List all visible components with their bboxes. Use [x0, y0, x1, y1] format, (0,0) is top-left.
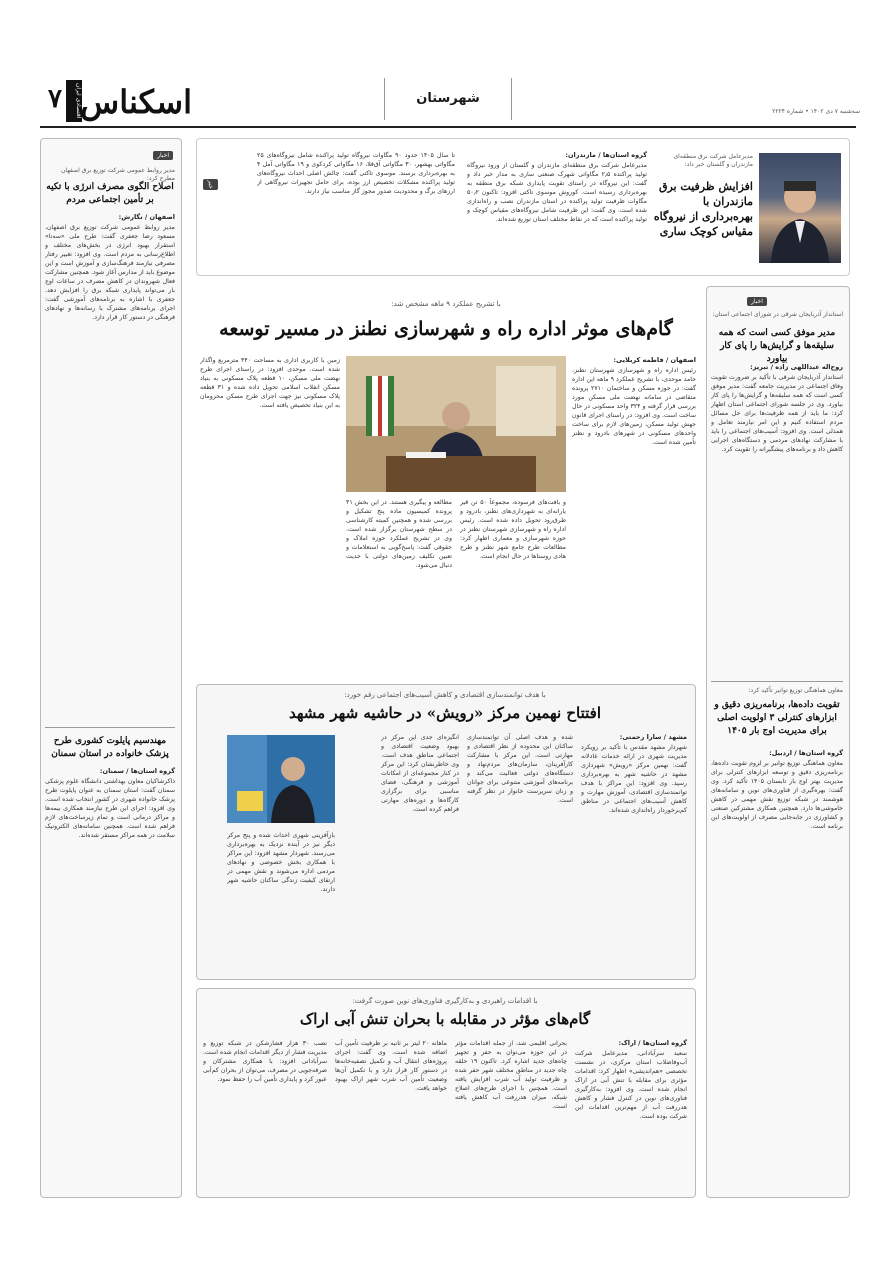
bottom-story-kicker: با اقدامات راهبردی و به‌کارگیری فناوری‌های نوین صورت گرفت: [352, 997, 538, 1005]
top-story-body-2: تا سال ۱۴۰۵ حدود ۹۰ مگاوات نیروگاه تولید پراکنده شامل نیروگاه‌های ۲۵ مگاواتی بهشهر، ۳۰ مگاواتی آق‌قلا، ۱۶ مگاواتی کردکوی و ۱۹ مگاواتی آمل ۴ به بهره‌برداری برسند. موسوی تاکتی گفت: چالش اصلی احداث نیروگاه‌های تولید پراکنده مشکلات تخصیص ارز بوده، برای حامل تجهیزات نیروگاهی از ارزهای برگ و محدودیت صدور مجوز گاز مناسب نیاز دارند. [257, 152, 455, 195]
dateline: سه‌شنبه ۷ دی ۱۴۰۲ • شماره ۲۲۲۴ [772, 108, 860, 115]
right-column-tag: اخبار [747, 297, 767, 306]
left-column-divider [45, 727, 175, 728]
right-column-divider [711, 681, 843, 682]
top-story-byline: گروه استان‌ها / مازندران: [565, 151, 647, 159]
middle-story-body-2: شده و هدف اصلی آن توانمندسازی ساکنان این محدوده از نظر اقتصادی و مهارتی است. این مرکز با مشارکت کارآفرینان، سازمان‌های مردم‌نهاد و دستگاه‌های دولتی فعالیت می‌کند و برنامه‌های آموزشی متنوعی برای جوانان و زنان سرپرست خانوار در نظر گرفته است. [467, 734, 573, 804]
middle-story-photo [227, 735, 335, 823]
left-column-body-2: ذاکرشاکیان معاون بهداشتی دانشگاه علوم پزشکی سمنان گفت: استان سمنان به عنوان پایلوت طرح پزشک خانواده شهری در کشور انتخاب شده است. وی افزود: اجرای این طرح نیازمند همکاری بیمه‌ها و مراکز درمانی است و تمام زیرساخت‌های لازم فراهم شده است. همچنین سامانه‌های الکترونیک سلامت در همه مراکز مستقر شده‌اند. [45, 778, 175, 839]
right-column-body: استاندار آذربایجان شرقی با تأکید بر ضرورت تقویت وفاق اجتماعی در مدیریت جامعه گفت: مدیر موفق کسی است که همه سلیقه‌ها و گرایش‌ها را پای کار بیاورد. وی در جلسه شورای اجتماعی استان اظهار کرد: ما باید از همه ظرفیت‌ها برای حل مسائل مردم استفاده کنیم و این امر نیازمند تعامل و همدلی است. وی افزود: آسیب‌های اجتماعی را باید با مشارکت نهادهای مردمی و دستگاه‌های اجرایی کاهش داد و برنامه‌های پیشگیرانه را تقویت کرد. [711, 374, 843, 453]
middle-story-title: افتتاح نهمین مرکز «رویش» در حاشیه شهر مشهد [288, 704, 602, 722]
main-story-body-1: رئیس اداره راه و شهرسازی شهرستان نطنز، حامد موحدی، با تشریح عملکرد ۹ ماهه این اداره گفت: در حوزه مسکن و ساختمان ۲۷۱۰ پرونده متقاضی در سامانه نهضت ملی مسکن مورد بررسی قرار گرفته و ۳۲۴ واحد مسکونی در حال ساخت است. وی افزود: در راستای اجرای قانون جهش تولید مسکن، زمین‌های لازم برای ساخت واحدهای مسکونی در شهرهای بادرود و نطنز تأمین شده است. [572, 367, 696, 446]
person-illustration [759, 153, 841, 263]
bottom-story-body-2: بحرانی اقلیمی شد، از جمله اقدامات مؤثر در این حوزه می‌توان به حفر و تجهیز چاه‌های جدید اشاره کرد. تاکنون ۱۹ حلقه چاه جدید در مناطق مختلف شهر حفر شده و ظرفیت تولید آب شرب افزایش یافته است. همچنین با اجرای طرح‌های اصلاح شبکه، میزان هدررفت آب کاهش یافته است. [455, 1040, 567, 1110]
bottom-story-body-1: سعید سرآبادانی، مدیرعامل شرکت آب‌وفاضلاب استان مرکزی، در نشست تخصصی «هم‌اندیشی» اظهار کرد: اقدامات مؤثری برای مقابله با تنش آبی در اراک انجام شده است. وی افزود: به‌کارگیری فناوری‌های نوین در کنترل فشار و کاهش هدررفت آب از مهم‌ترین اقدامات این شرکت بوده است. [575, 1050, 687, 1120]
speaker-photo-illustration [227, 735, 335, 823]
middle-story [196, 684, 696, 980]
left-column-body: مدیر روابط عمومی شرکت توزیع برق اصفهان، مسعود رضا جعفری گفت: طرح ملی «سه‌تا» استقرار بهبود انرژی در بخش‌های مختلف و اطلاع‌رسانی به مردم است. وی افزود: تغییر رفتار مصرفی نیازمند فرهنگ‌سازی و آموزش است و این موضوع باید از مدارس آغاز شود. همچنین مشارکت فعال شهروندان در کاهش مصرف در ساعات اوج بار می‌تواند پایداری شبکه برق را افزایش دهد. جعفری با اشاره به برنامه‌های آموزشی گفت: اجرای برنامه‌های مشترک با رسانه‌ها و نهادهای فرهنگی در دستور کار قرار دارد. [45, 224, 175, 321]
bottom-story-title: گام‌های مؤثر در مقابله با بحران تنش آبی اراک [299, 1010, 591, 1028]
right-column-body-2: معاون هماهنگی توزیع توانیر بر لزوم تقویت داده‌ها، برنامه‌ریزی دقیق و توسعه ابزارهای کنترلی برای مدیریت بهتر اوج بار تابستان ۱۴۰۵ تأکید کرد. وی گفت: بهره‌گیری از فناوری‌های نوین و سامانه‌های هوشمند در شبکه توزیع نقش مهمی در کاهش خاموشی‌ها دارد. همچنین همکاری مشترکین صنعتی و کشاورزی در جابه‌جایی مصرف از اولویت‌های این برنامه است. [711, 760, 843, 830]
right-column-byline-2: گروه استان‌ها / اردبیل: [769, 749, 843, 757]
main-story-title: گام‌های موثر اداره راه و شهرسازی نطنز در مسیر توسعه [219, 318, 673, 340]
top-story-title: افزایش ظرفیت برق مازندران با بهره‌برداری از نیروگاه مقیاس کوچک ساری [653, 180, 753, 238]
left-column-title: اصلاح الگوی مصرف انرژی با تکیه بر تأمین اجتماعی مردم [46, 182, 174, 205]
left-column-title-2: مهندسیم پایلوت کشوری طرح پزشک خانواده در استان سمنان [51, 736, 169, 759]
bottom-story-body-3: ماهانه ۲۰ لیتر بر ثانیه بر ظرفیت تأمین آب اضافه شده است. وی گفت: اجرای پروژه‌های انتقال آب و تکمیل تصفیه‌خانه‌ها در دستور کار قرار دارد و با تکمیل آن‌ها وضعیت تأمین آب شرب شهر اراک بهبود خواهد یافت. [335, 1040, 447, 1092]
masthead [0, 0, 896, 130]
right-column [706, 286, 850, 1198]
middle-story-body-1: شهردار مشهد مقدس با تأکید بر رویکرد مدیریت شهری در ارائه خدمات عادلانه گفت: نهمین مرکز «رویش» شهرداری مشهد در حاشیه شهر به بهره‌برداری رسید. وی افزود: این مراکز با هدف توانمندسازی اقتصادی، آموزش مهارت و کاهش آسیب‌های اجتماعی در مناطق کم‌برخوردار راه‌اندازی شده‌اند. [581, 744, 687, 814]
top-story-lead: مدیرعامل شرکت برق منطقه‌ای مازندران و گلستان خبر داد: [673, 153, 753, 168]
main-story [196, 286, 696, 678]
page-number: ۷ [48, 84, 62, 114]
left-column-byline-2: گروه استان‌ها / سمنان: [99, 767, 175, 775]
top-story-body-1: مدیرعامل شرکت برق منطقه‌ای مازندران و گلستان از ورود نیروگاه تولید پراکنده ۲٫۵ مگاواتی شهرک صنعتی ساری به مدار خبر داد و گفت: این نیروگاه در راستای تقویت پایداری شبکه برق منطقه به بهره‌برداری رسیده است. کوروش موسوی تاکتی افزود: تاکنون ۵۰٫۲ مگاوات ظرفیت تولید پراکنده در استان مازندران نصب و راه‌اندازی شده است. وی گفت: این ظرفیت شامل نیروگاه‌های مقیاس کوچک و تولید پراکنده است که در نقاط مختلف استان توزیع شده‌اند. [467, 162, 647, 223]
logo-tagline: اقتصادی ایران [66, 80, 82, 122]
left-column [40, 138, 182, 1198]
right-column-title: مدیر موفق کسی است که همه سلیقه‌ها و گرایش‌ها را پای کار بیاورد [718, 328, 836, 364]
bottom-story-body-4: نصب ۳۰ هزار فشارشکن در شبکه توزیع و مدیریت فشار از دیگر اقدامات انجام شده است. سرآبادانی افزود: با همکاری مشترکان و صرفه‌جویی در مصرف، می‌توان از بحران کم‌آبی عبور کرد و پایداری تأمین آب را حفظ نمود. [203, 1040, 327, 1083]
left-column-byline: اصفهان / نگارش: [118, 213, 175, 221]
middle-story-byline: مشهد / سارا رحمتی: [619, 733, 687, 741]
top-story-photo [759, 153, 841, 263]
masthead-rule [40, 126, 856, 128]
main-story-kicker: با تشریح عملکرد ۹ ماهه مشخص شد: [391, 300, 501, 308]
office-photo-illustration [346, 356, 566, 492]
main-story-byline: اصفهان / فاطمه کربلایی: [613, 356, 696, 364]
right-column-byline: روح‌اله عبداللهی زاده / تبریز: [750, 363, 843, 371]
right-column-kicker-2: معاون هماهنگی توزیع توانیر تأکید کرد: [748, 687, 843, 694]
left-column-kicker: مدیر روابط عمومی شرکت توزیع برق اصفهان مطرح کرد: [60, 167, 175, 182]
main-story-body-3: مطالعه و پیگیری هستند. در این بخش ۴۱ پرونده کمیسیون ماده پنج تشکیل و بررسی شده و همچنین کمیته کارشناسی در سطح شهرستان برگزار شده است. وی در تشریح عملکرد حوزه املاک و حقوقی گفت: پاسخ‌گویی به استعلامات و تعیین تکلیف زمین‌های دولتی با جدیت دنبال می‌شود. [346, 499, 452, 569]
top-story-tag: خبر [203, 179, 218, 190]
middle-story-body-4: بازآفرینی شهری احداث شده و پنج مرکز دیگر نیز در آینده نزدیک به بهره‌برداری می‌رسند. شهردار مشهد افزود: این مراکز با همکاری بخش خصوصی و نهادهای مردمی اداره می‌شوند و نقش مهمی در ارتقای کیفیت زندگی ساکنان حاشیه شهر دارند. [227, 832, 335, 893]
main-story-photo [346, 356, 566, 492]
newspaper-logo: اسکناس [80, 83, 192, 121]
section-title: شهرستان [384, 78, 512, 120]
main-story-body-4: زمین با کاربری اداری به مساحت ۴۴۰ مترمربع واگذار شده است. موحدی افزود: در راستای اجرای طرح نهضت ملی مسکن، ۱۰ قطعه پلاک مسکونی به بنیاد مسکن انقلاب اسلامی تحویل داده شده و ۳۱ قطعه پلاک مسکونی نیز جهت اجرای طرح مسکن محرومان به این بنیاد تخصیص یافته است. [200, 357, 340, 409]
bottom-story [196, 988, 696, 1198]
main-story-body-2: و بافت‌های فرسوده، مجموعاً ۵۰ تن قیر یارانه‌ای به شهرداری‌های نطنز، بادرود و طرق‌رود تحویل داده شده است. رئیس اداره راه و شهرسازی شهرستان نطنز در حوزه شهرسازی و معماری اظهار کرد: مطالعات طرح جامع شهر نطنز و طرح هادی روستاها در حال انجام است. [460, 499, 566, 560]
top-story [196, 138, 850, 276]
left-column-tag: اخبار [153, 151, 173, 160]
right-column-kicker: استاندار آذربایجان شرقی در شورای اجتماعی استان: [712, 311, 843, 318]
middle-story-body-3: انگیزه‌ای جدی این مرکز در بهبود وضعیت اقتصادی و اجتماعی مناطق هدف است. وی خاطرنشان کرد: این مرکز در کنار مجموعه‌ای از امکانات آموزشی و فرهنگی، فضای مناسبی برای برگزاری کارگاه‌ها و دوره‌های مهارتی فراهم کرده است. [381, 734, 459, 813]
middle-story-kicker: با هدف توانمندسازی اقتصادی و کاهش آسیب‌های اجتماعی رقم خورد: [344, 691, 546, 699]
right-column-title-2: تقویت داده‌ها، برنامه‌ریزی دقیق و ابزارهای کنترلی ۳ اولویت اصلی برای مدیریت اوج بار ۱۴۰۵ [714, 700, 840, 736]
bottom-story-byline: گروه استان‌ها / اراک: [618, 1039, 687, 1047]
